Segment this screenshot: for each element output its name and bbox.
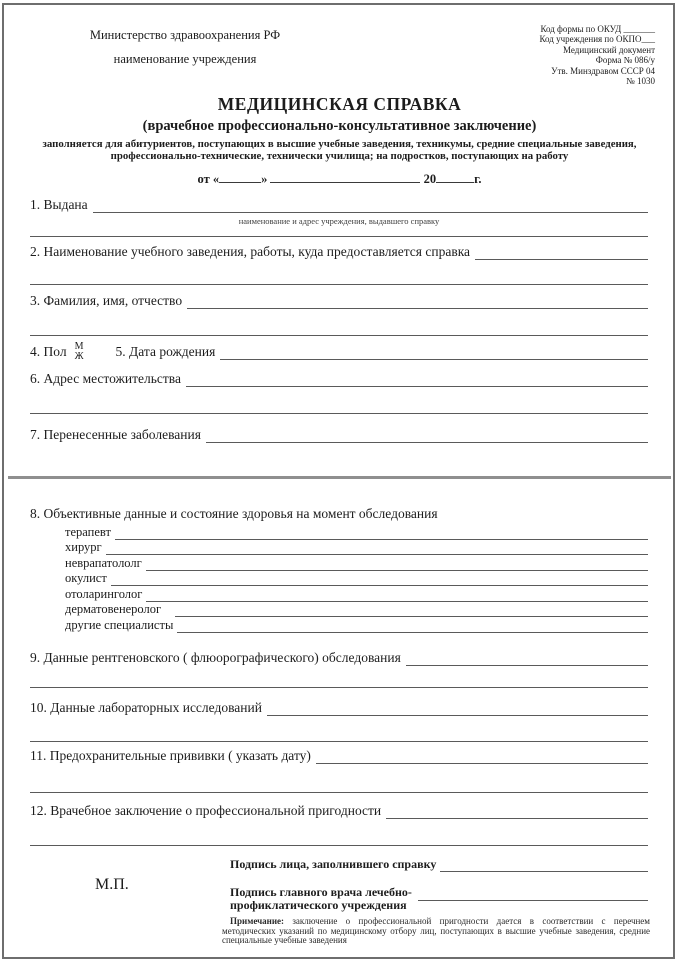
field-3-extra-line [30, 335, 648, 336]
form-number-label: Форма № 086/у [595, 55, 655, 66]
field-12-extra-line [30, 845, 648, 846]
institution-name-caption: наименование учреждения [113, 52, 257, 66]
specialist-row-khirurg [65, 540, 648, 555]
signature-filler-label: Подпись лица, заполнившего справку [230, 857, 437, 871]
field-9-label: 9. Данные рентгеновского ( флюорографического) обследования [30, 650, 401, 665]
field-6-label: 6. Адрес местожительства [30, 371, 181, 386]
date-quote-close: » [261, 172, 268, 187]
field-10-label: 10. Данные лабораторных исследований [30, 700, 262, 715]
field-10-row [30, 699, 648, 716]
field-12-label: 12. Врачебное заключение о профессиональной пригодности [30, 803, 382, 818]
year-suffix: г. [474, 172, 482, 187]
specialist-fill-line [106, 552, 648, 555]
field-10-fill-line [267, 713, 648, 716]
approved-by-label: Утв. Минздравом СССР 04 [551, 65, 655, 76]
chief-doctor-signature-row [230, 886, 648, 912]
form-description: заполняется для абитуриентов, поступающих в высшие учебные заведения, техникумы, средние специальные заведения, профессионально-технические, технически училища; на подростков, поступающих на работу [42, 138, 637, 162]
field-1-extra-line [30, 236, 648, 237]
field-12-row [30, 802, 648, 819]
gender-male-option: М [74, 341, 84, 352]
section-divider [8, 476, 671, 479]
specialist-row-other [65, 618, 648, 633]
specialist-fill-line [175, 614, 648, 617]
field-11-label: 11. Предохранительные прививки ( указать дату) [30, 748, 311, 763]
order-number-label: № 1030 [626, 76, 655, 87]
field-6-extra-line [30, 413, 648, 414]
year-blank [436, 171, 474, 183]
field-11-extra-line [30, 792, 648, 793]
note-label: Примечание: [230, 916, 285, 926]
specialist-label: неврапатололг [65, 556, 142, 570]
code-okpo-line: Код учреждения по ОКПО___ [539, 34, 655, 45]
field-5-label: 5. Дата рождения [115, 344, 216, 359]
field-7-row [30, 426, 648, 443]
note-block [222, 917, 650, 946]
field-4-label: 4. Пол [30, 344, 67, 359]
ministry-label: Министерство здравоохранения РФ [89, 28, 281, 42]
field-2-extra-line [30, 284, 648, 285]
field-3-row [30, 292, 648, 309]
field-9-extra-line [30, 687, 648, 688]
specialist-fill-line [177, 630, 648, 633]
specialist-label: другие специалисты [65, 618, 174, 632]
field-6-row [30, 370, 648, 387]
chief-doctor-label-line2: профиклатического учреждения [230, 898, 407, 912]
specialist-row-nevropatolog [65, 556, 648, 571]
signature-filler-line [440, 869, 648, 872]
field-2-fill-line [475, 257, 648, 260]
field-5-fill-line [220, 357, 648, 360]
specialist-row-okulist [65, 571, 648, 586]
year-prefix: 20 [423, 172, 437, 187]
form-codes-block [539, 24, 655, 86]
field-1-caption: наименование и адрес учреждения, выдавшего справку [238, 216, 440, 226]
specialist-label: отоларинголог [65, 587, 143, 601]
field-11-row [30, 747, 648, 764]
field-7-fill-line [206, 440, 648, 443]
field-8-label: 8. Объективные данные и состояние здоровья на момент обследования [30, 506, 438, 521]
field-3-label: 3. Фамилия, имя, отчество [30, 293, 183, 308]
field-1-label: 1. Выдана [30, 197, 88, 212]
specialist-row-terapevt [65, 525, 648, 540]
specialist-label: хирург [65, 540, 102, 554]
specialist-row-dermatovenerolog [65, 602, 648, 617]
field-3-fill-line [187, 306, 648, 309]
chief-doctor-signature-line [418, 898, 648, 901]
issuing-org-block [40, 28, 330, 67]
chief-doctor-label-line1: Подпись главного врача лечебно- [230, 885, 412, 899]
specialist-label: дерматовенеролог [65, 602, 162, 616]
title-block [0, 94, 679, 187]
field-9-fill-line [406, 663, 648, 666]
field-4-5-row [30, 343, 648, 360]
specialist-row-otolaringolog [65, 587, 648, 602]
specialist-label: терапевт [65, 525, 111, 539]
day-blank [219, 171, 261, 183]
gender-options [75, 342, 84, 362]
chief-doctor-signature-label [230, 886, 412, 912]
field-2-row [30, 243, 648, 260]
medical-document-label: Медицинский документ [563, 44, 655, 55]
field-7-label: 7. Перенесенные заболевания [30, 427, 201, 442]
field-11-fill-line [316, 761, 648, 764]
gender-female-option: Ж [74, 351, 84, 362]
field-6-fill-line [186, 384, 648, 387]
date-prefix: от « [197, 172, 220, 187]
note-text: заключение о профессиональной пригодности дается в соответствии с перечнем методических указаний по медицинскому отбору лиц, поступающих в высшие учебные заведения, средние специальные учебные заведения [222, 916, 650, 946]
field-10-extra-line [30, 741, 648, 742]
specialist-fill-line [111, 583, 648, 586]
field-12-fill-line [386, 816, 648, 819]
stamp-place-label: М.П. [95, 876, 129, 893]
field-2-label: 2. Наименование учебного заведения, работы, куда предоставляется справка [30, 244, 471, 259]
month-blank [270, 171, 420, 183]
issue-date-line [0, 171, 679, 187]
signature-filler-row [230, 856, 648, 872]
form-title: МЕДИЦИНСКАЯ СПРАВКА [217, 94, 462, 114]
field-1-fill-line [93, 210, 648, 213]
code-okud-line: Код формы по ОКУД _______ [540, 24, 655, 34]
specialist-label: окулист [65, 571, 107, 585]
field-9-row [30, 649, 648, 666]
field-1-row [30, 196, 648, 213]
form-subtitle: (врачебное профессионально-консультативное заключение) [142, 118, 537, 134]
